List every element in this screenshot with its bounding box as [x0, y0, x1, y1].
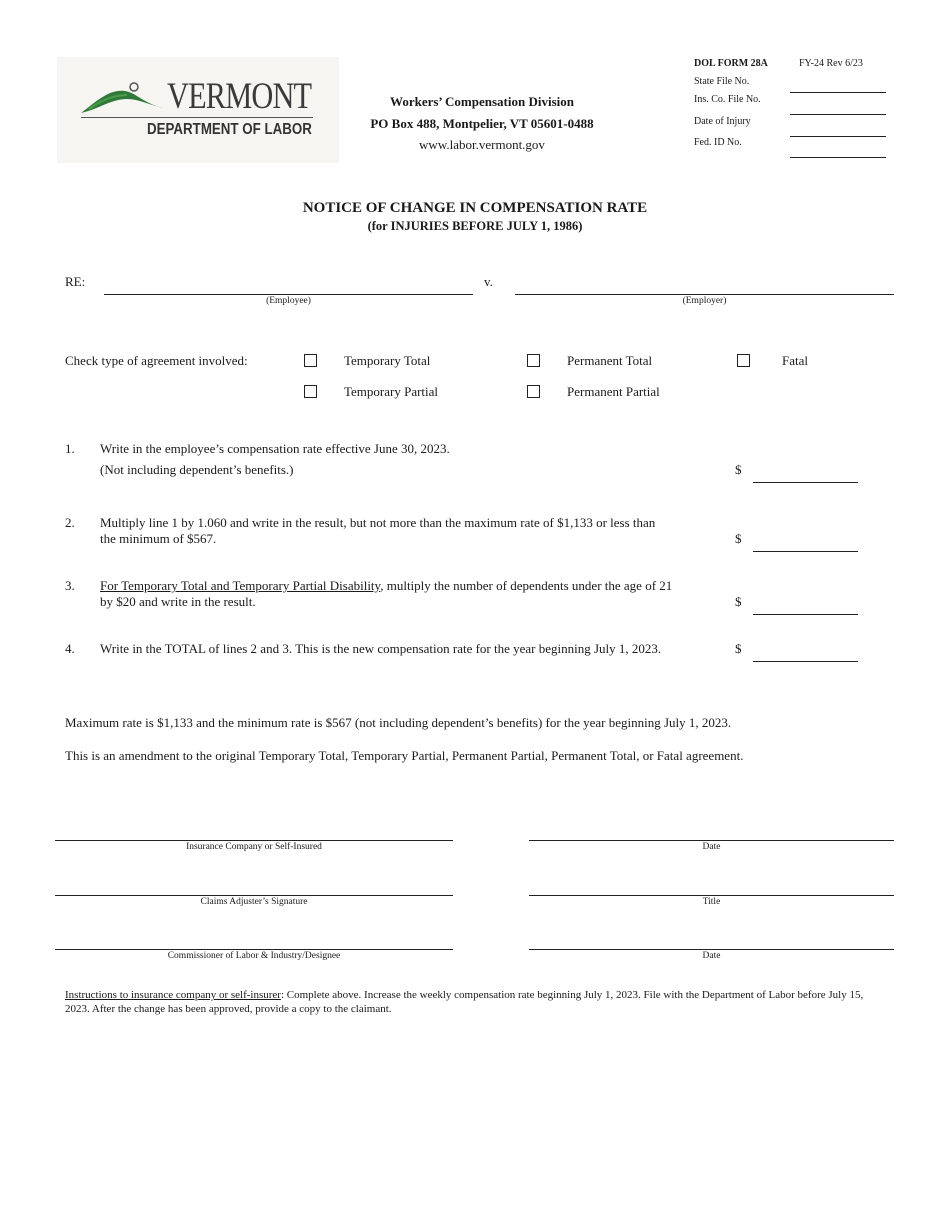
date-line-1[interactable]	[529, 840, 894, 841]
line-1-number: 1.	[65, 441, 75, 456]
instructions-heading: Instructions to insurance company or self-insurer	[65, 989, 281, 1001]
division-website[interactable]: www.labor.vermont.gov	[419, 137, 545, 152]
employer-caption: (Employer)	[682, 296, 727, 306]
employee-field[interactable]	[104, 294, 473, 295]
commissioner-signature-line[interactable]	[55, 949, 453, 950]
permanent-total-checkbox[interactable]	[527, 354, 540, 367]
fatal-label: Fatal	[782, 353, 808, 368]
date-caption-1: Date	[702, 842, 721, 852]
amendment-note: This is an amendment to the original Temporary Total, Temporary Partial, Permanent Partial, Permanent Total, or Fatal agreement.	[65, 748, 744, 763]
agreement-type-label: Check type of agreement involved:	[65, 353, 248, 368]
commissioner-caption: Commissioner of Labor & Industry/Designee	[167, 951, 341, 961]
line-2-amount-field[interactable]	[753, 551, 858, 552]
vermont-dol-logo	[57, 57, 339, 163]
line-3-number: 3.	[65, 578, 75, 593]
line-2-currency: $	[735, 531, 742, 546]
employer-field[interactable]	[515, 294, 894, 295]
state-file-label: State File No.	[694, 76, 750, 87]
title-caption: Title	[702, 897, 721, 907]
temporary-total-checkbox[interactable]	[304, 354, 317, 367]
instructions	[65, 988, 880, 1016]
mountain-logo-icon	[79, 79, 171, 117]
line-2-number: 2.	[65, 515, 75, 530]
line-4-currency: $	[735, 641, 742, 656]
line-3-underlined: For Temporary Total and Temporary Partial Disability	[100, 578, 381, 593]
fed-id-label: Fed. ID No.	[694, 137, 742, 148]
line-3-text-rest: , multiply the number of dependents under the age of 21	[380, 578, 673, 593]
fed-id-field[interactable]	[790, 157, 886, 158]
permanent-partial-label: Permanent Partial	[567, 384, 660, 399]
form-revision: FY-24 Rev 6/23	[799, 58, 863, 69]
date-caption-2: Date	[702, 951, 721, 961]
re-label: RE:	[65, 274, 86, 289]
line-4-amount-field[interactable]	[753, 661, 858, 662]
division-name: Workers’ Compensation Division	[390, 94, 574, 109]
logo-wordmark: VERMONT	[167, 76, 312, 117]
adjuster-signature-line[interactable]	[55, 895, 453, 896]
temporary-total-label: Temporary Total	[344, 353, 431, 368]
date-of-injury-field[interactable]	[790, 136, 886, 137]
line-1-text: Write in the employee’s compensation rate effective June 30, 2023.	[100, 441, 450, 456]
insurer-caption: Insurance Company or Self-Insured	[186, 842, 322, 852]
temporary-partial-checkbox[interactable]	[304, 385, 317, 398]
ins-co-file-field[interactable]	[790, 114, 886, 115]
form-id: DOL FORM 28A	[694, 58, 768, 69]
logo-divider	[81, 117, 313, 118]
line-4-number: 4.	[65, 641, 75, 656]
ins-co-file-label: Ins. Co. File No.	[694, 94, 761, 105]
logo-department: DEPARTMENT OF LABOR	[147, 121, 312, 138]
max-rate-note: Maximum rate is $1,133 and the minimum rate is $567 (not including dependent’s benefits) for the year beginning July 1, 2023.	[65, 715, 732, 730]
adjuster-caption: Claims Adjuster’s Signature	[200, 897, 308, 907]
line-2-text-cont: the minimum of $567.	[100, 531, 217, 546]
line-3-text-cont: by $20 and write in the result.	[100, 594, 256, 609]
form-subtitle: (for INJURIES BEFORE JULY 1, 1986)	[367, 219, 583, 233]
line-3-amount-field[interactable]	[753, 614, 858, 615]
line-3-text	[100, 578, 672, 594]
instructions-body: : Complete above. Increase the weekly compensation rate beginning July 1, 2023. File with the Department of Labor before July 15, 2023. After the change has been approved, provide a copy to the claimant.	[65, 989, 864, 1015]
line-2-text: Multiply line 1 by 1.060 and write in the result, but not more than the maximum rate of $1,133 or less than	[100, 515, 656, 530]
line-1-note: (Not including dependent’s benefits.)	[100, 462, 294, 477]
line-1-currency: $	[735, 462, 742, 477]
insurer-signature-line[interactable]	[55, 840, 453, 841]
form-title: NOTICE OF CHANGE IN COMPENSATION RATE	[302, 200, 648, 216]
permanent-total-label: Permanent Total	[567, 353, 653, 368]
employee-caption: (Employee)	[266, 296, 311, 306]
date-line-2[interactable]	[529, 949, 894, 950]
date-of-injury-label: Date of Injury	[694, 116, 751, 127]
division-address: PO Box 488, Montpelier, VT 05601-0488	[370, 116, 594, 131]
line-1-amount-field[interactable]	[753, 482, 858, 483]
line-3-currency: $	[735, 594, 742, 609]
versus-label: v.	[484, 274, 493, 289]
permanent-partial-checkbox[interactable]	[527, 385, 540, 398]
state-file-field[interactable]	[790, 92, 886, 93]
temporary-partial-label: Temporary Partial	[344, 384, 439, 399]
line-4-text: Write in the TOTAL of lines 2 and 3. This is the new compensation rate for the year beginning July 1, 2023.	[100, 641, 662, 656]
title-line[interactable]	[529, 895, 894, 896]
fatal-checkbox[interactable]	[737, 354, 750, 367]
